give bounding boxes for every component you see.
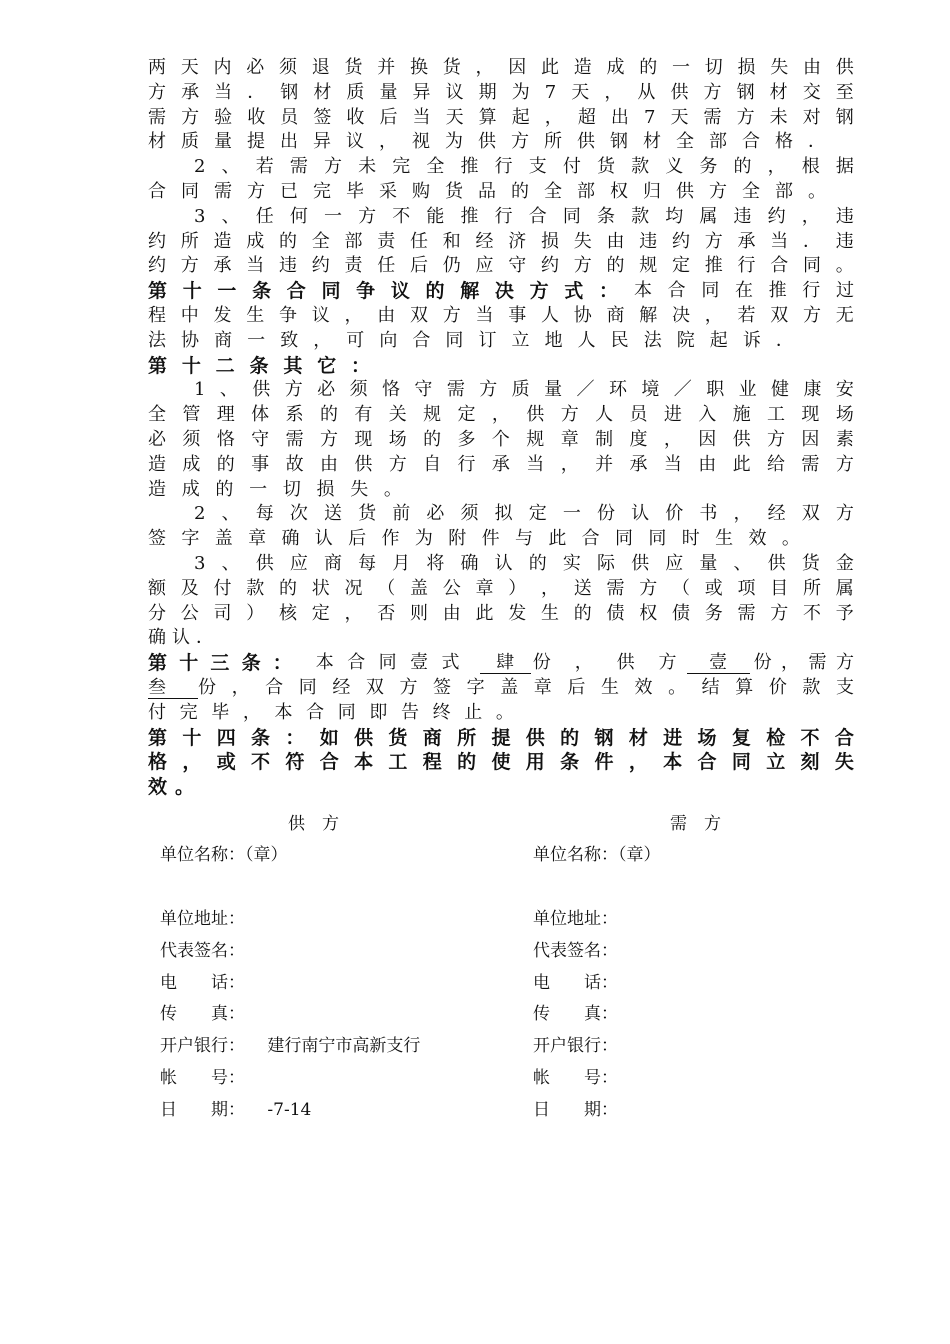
text-line: 法 协 商 一 致 ， 可 向 合 同 订 立 地 人 民 法 院 起 诉 ． [148, 329, 794, 351]
article-14-line: 格 ， 或 不 符 合 本 工 程 的 使 用 条 件 ， 本 合 同 立 刻 失 [148, 751, 854, 774]
article-14-line: 效 。 [148, 776, 194, 799]
text-line: 合 同 需 方 已 完 毕 采 购 货 品 的 全 部 权 归 供 方 全 部 。 [148, 180, 826, 202]
supplier-unit-name-label: 单位名称：（章） [160, 845, 288, 865]
text-line: 约 方 承 当 违 约 责 任 后 仍 应 守 约 方 的 规 定 推 行 合 同 。 [148, 255, 854, 277]
supplier-date-label: 日 期： [160, 1099, 245, 1120]
article-13-line-2 [148, 676, 854, 701]
text-line: 3 、 供 应 商 每 月 将 确 认 的 实 际 供 应 量 、 供 货 金 [194, 552, 854, 574]
text-line: 确 认 ． [148, 627, 214, 649]
article-14-line: 第 十 四 条 ： 如 供 货 商 所 提 供 的 钢 材 进 场 复 检 不 合 [148, 726, 854, 749]
signature-block [160, 810, 860, 1127]
text-line: 程 中 发 生 争 议 ， 由 双 方 当 事 人 协 商 解 决 ， 若 双 方 无 [148, 304, 854, 326]
supplier-fax-label: 传 真： [160, 1004, 245, 1025]
copies-total: 肆 [480, 653, 531, 674]
contract-text [148, 56, 854, 800]
buyer-account-label: 帐 号： [533, 1067, 618, 1088]
text-line: 必 须 恪 守 需 方 现 场 的 多 个 规 章 制 度 ， 因 供 方 因 素 [148, 428, 854, 450]
text-line: 两 天 内 必 须 退 货 并 换 货 ， 因 此 造 成 的 一 切 损 失 由 供 [148, 57, 854, 78]
text-line: 1 、 供 方 必 须 恪 守 需 方 质 量 ／ 环 境 ／ 职 业 健 康 安 [194, 379, 854, 401]
supplier-account-label: 帐 号： [160, 1067, 245, 1088]
text-line: 额 及 付 款 的 状 况 （ 盖 公 章 ） ， 送 需 方 （ 或 项 目 所 属 [148, 577, 854, 599]
article-13-text: 份 ， 供 方 [532, 652, 677, 674]
article-13-heading: 第 十 三 条 ： [148, 652, 292, 675]
text-line: 分 公 司 ） 核 定 ， 否 则 由 此 发 生 的 债 权 债 务 需 方 不 予 [148, 602, 854, 624]
copies-buyer: 叁 [148, 678, 198, 699]
text-line: 2 、 每 次 送 货 前 必 须 拟 定 一 份 认 价 书 ， 经 双 方 [194, 503, 854, 525]
buyer-fax-label: 传 真： [533, 1004, 618, 1025]
article-13-text: 本 合 同 壹 式 [315, 652, 460, 674]
text-line: 造 成 的 事 故 由 供 方 自 行 承 当 ， 并 承 当 由 此 给 需 方 [148, 453, 854, 475]
article-11-text: 本 合 同 在 推 行 过 [634, 280, 854, 302]
supplier-bank-row [160, 1031, 420, 1063]
text-line: 方 承 当 ． 钢 材 质 量 异 议 期 为 7 天 ， 从 供 方 钢 材 交 至 [148, 81, 854, 103]
copies-supplier: 壹 [687, 653, 750, 674]
supplier-date-row [160, 1095, 311, 1127]
supplier-bank-label: 开户银行： [160, 1036, 245, 1057]
buyer-header: 需 方 [670, 814, 721, 834]
buyer-phone-label: 电 话： [533, 972, 618, 993]
supplier-date-value: -7-14 [267, 1099, 312, 1120]
text-line: 全 管 理 体 系 的 有 关 规 定 ， 供 方 人 员 进 入 施 工 现 场 [148, 404, 854, 426]
text-line: 材 质 量 提 出 异 议 ， 视 为 供 方 所 供 钢 材 全 部 合 格 ． [148, 131, 826, 153]
text-line: 造 成 的 一 切 损 失 。 [148, 478, 402, 500]
buyer-date-label: 日 期： [533, 1099, 618, 1120]
article-12-heading-line [148, 354, 854, 379]
text-line: 需 方 验 收 员 签 收 后 当 天 算 起 ， 超 出 7 天 需 方 未 对 钢 [148, 106, 854, 128]
supplier-phone-label: 电 话： [160, 972, 245, 993]
article-13-text: 份 ， 需 方 [753, 652, 854, 674]
article-13-line-1 [148, 651, 854, 676]
text-line: 付 完 毕 ， 本 合 同 即 告 终 止 。 [148, 701, 514, 723]
buyer-unit-name-label: 单位名称：（章） [533, 845, 661, 865]
supplier-address-label: 单位地址： [160, 909, 245, 929]
text-line: 3 、 任 何 一 方 不 能 推 行 合 同 条 款 均 属 违 约 ， 违 [194, 205, 854, 227]
article-13-text: 份 ， 合 同 经 双 方 签 字 盖 章 后 生 效 。 结 算 价 款 支 [198, 676, 854, 698]
buyer-rep-label: 代表签名： [533, 940, 618, 961]
article-12-heading: 第 十 二 条 其 它 ： [148, 354, 370, 377]
supplier-rep-label: 代表签名： [160, 940, 245, 961]
supplier-header: 供 方 [288, 814, 339, 834]
supplier-bank-value: 建行南宁市高新支行 [267, 1036, 421, 1057]
text-line: 签 字 盖 章 确 认 后 作 为 附 件 与 此 合 同 同 时 生 效 。 [148, 528, 800, 550]
buyer-bank-label: 开户银行： [533, 1036, 618, 1057]
article-11-heading-line [148, 279, 854, 304]
text-line: 约 所 造 成 的 全 部 责 任 和 经 济 损 失 由 违 约 方 承 当 ． 违 [148, 230, 854, 252]
text-line: 2 、 若 需 方 未 完 全 推 行 支 付 货 款 义 务 的 ， 根 据 [194, 156, 854, 178]
buyer-address-label: 单位地址： [533, 909, 618, 929]
article-11-heading: 第 十 一 条 合 同 争 议 的 解 决 方 式 ： [148, 280, 618, 303]
